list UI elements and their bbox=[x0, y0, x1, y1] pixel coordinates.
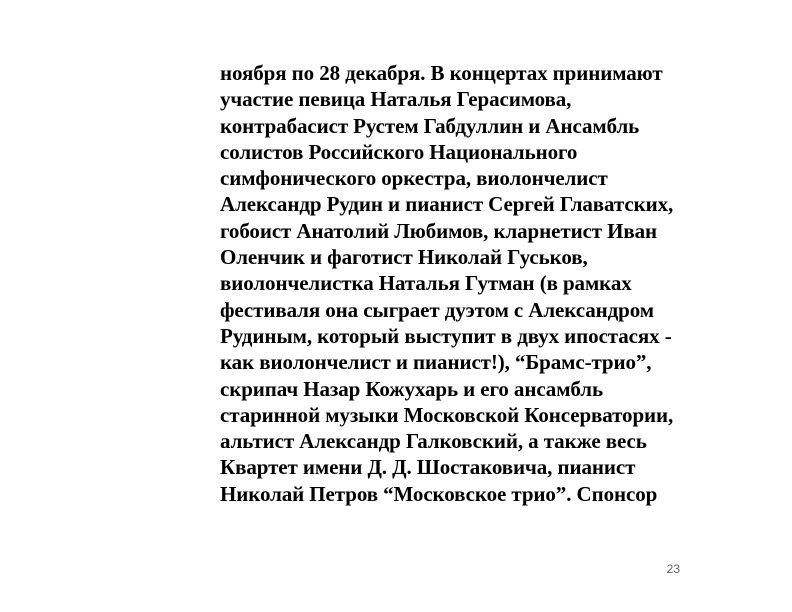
text-line: Александр Рудин и пианист Сергей Главатских, bbox=[220, 192, 674, 217]
page-number: 23 bbox=[666, 562, 680, 576]
text-line: Квартет имени Д. Д. Шостаковича, пианист bbox=[220, 455, 636, 480]
text-line: Оленчик и фаготист Николай Гуськов, bbox=[220, 245, 588, 270]
text-line: старинной музыки Московской Консерватории, bbox=[220, 402, 674, 427]
text-line: ноября по 28 декабря. В концертах принимают bbox=[220, 61, 663, 85]
text-line: скрипач Назар Кожухарь и его ансамбль bbox=[220, 376, 603, 401]
text-line: альтист Александр Галковский, а также весь bbox=[220, 429, 647, 454]
text-line: симфонического оркестра, виолончелист bbox=[220, 166, 608, 191]
text-line: как виолончелист и пианист!), “Брамс-трио”, bbox=[220, 350, 652, 375]
text-line: виолончелистка Наталья Гутман (в рамках bbox=[220, 271, 632, 296]
text-line: участие певица Наталья Герасимова, bbox=[220, 87, 572, 112]
text-line: фестиваля она сыграет дуэтом с Александром bbox=[220, 297, 654, 322]
text-line: гобоист Анатолий Любимов, кларнетист Иван bbox=[220, 218, 658, 243]
text-line: солистов Российского Национального bbox=[220, 139, 578, 164]
text-line: Рудиным, который выступит в двух ипостасях - bbox=[220, 323, 672, 348]
body-text bbox=[220, 60, 690, 507]
text-line: Николай Петров “Московское трио”. Спонсор bbox=[220, 481, 658, 506]
text-line: контрабасист Рустем Габдуллин и Ансамбль bbox=[220, 113, 640, 138]
